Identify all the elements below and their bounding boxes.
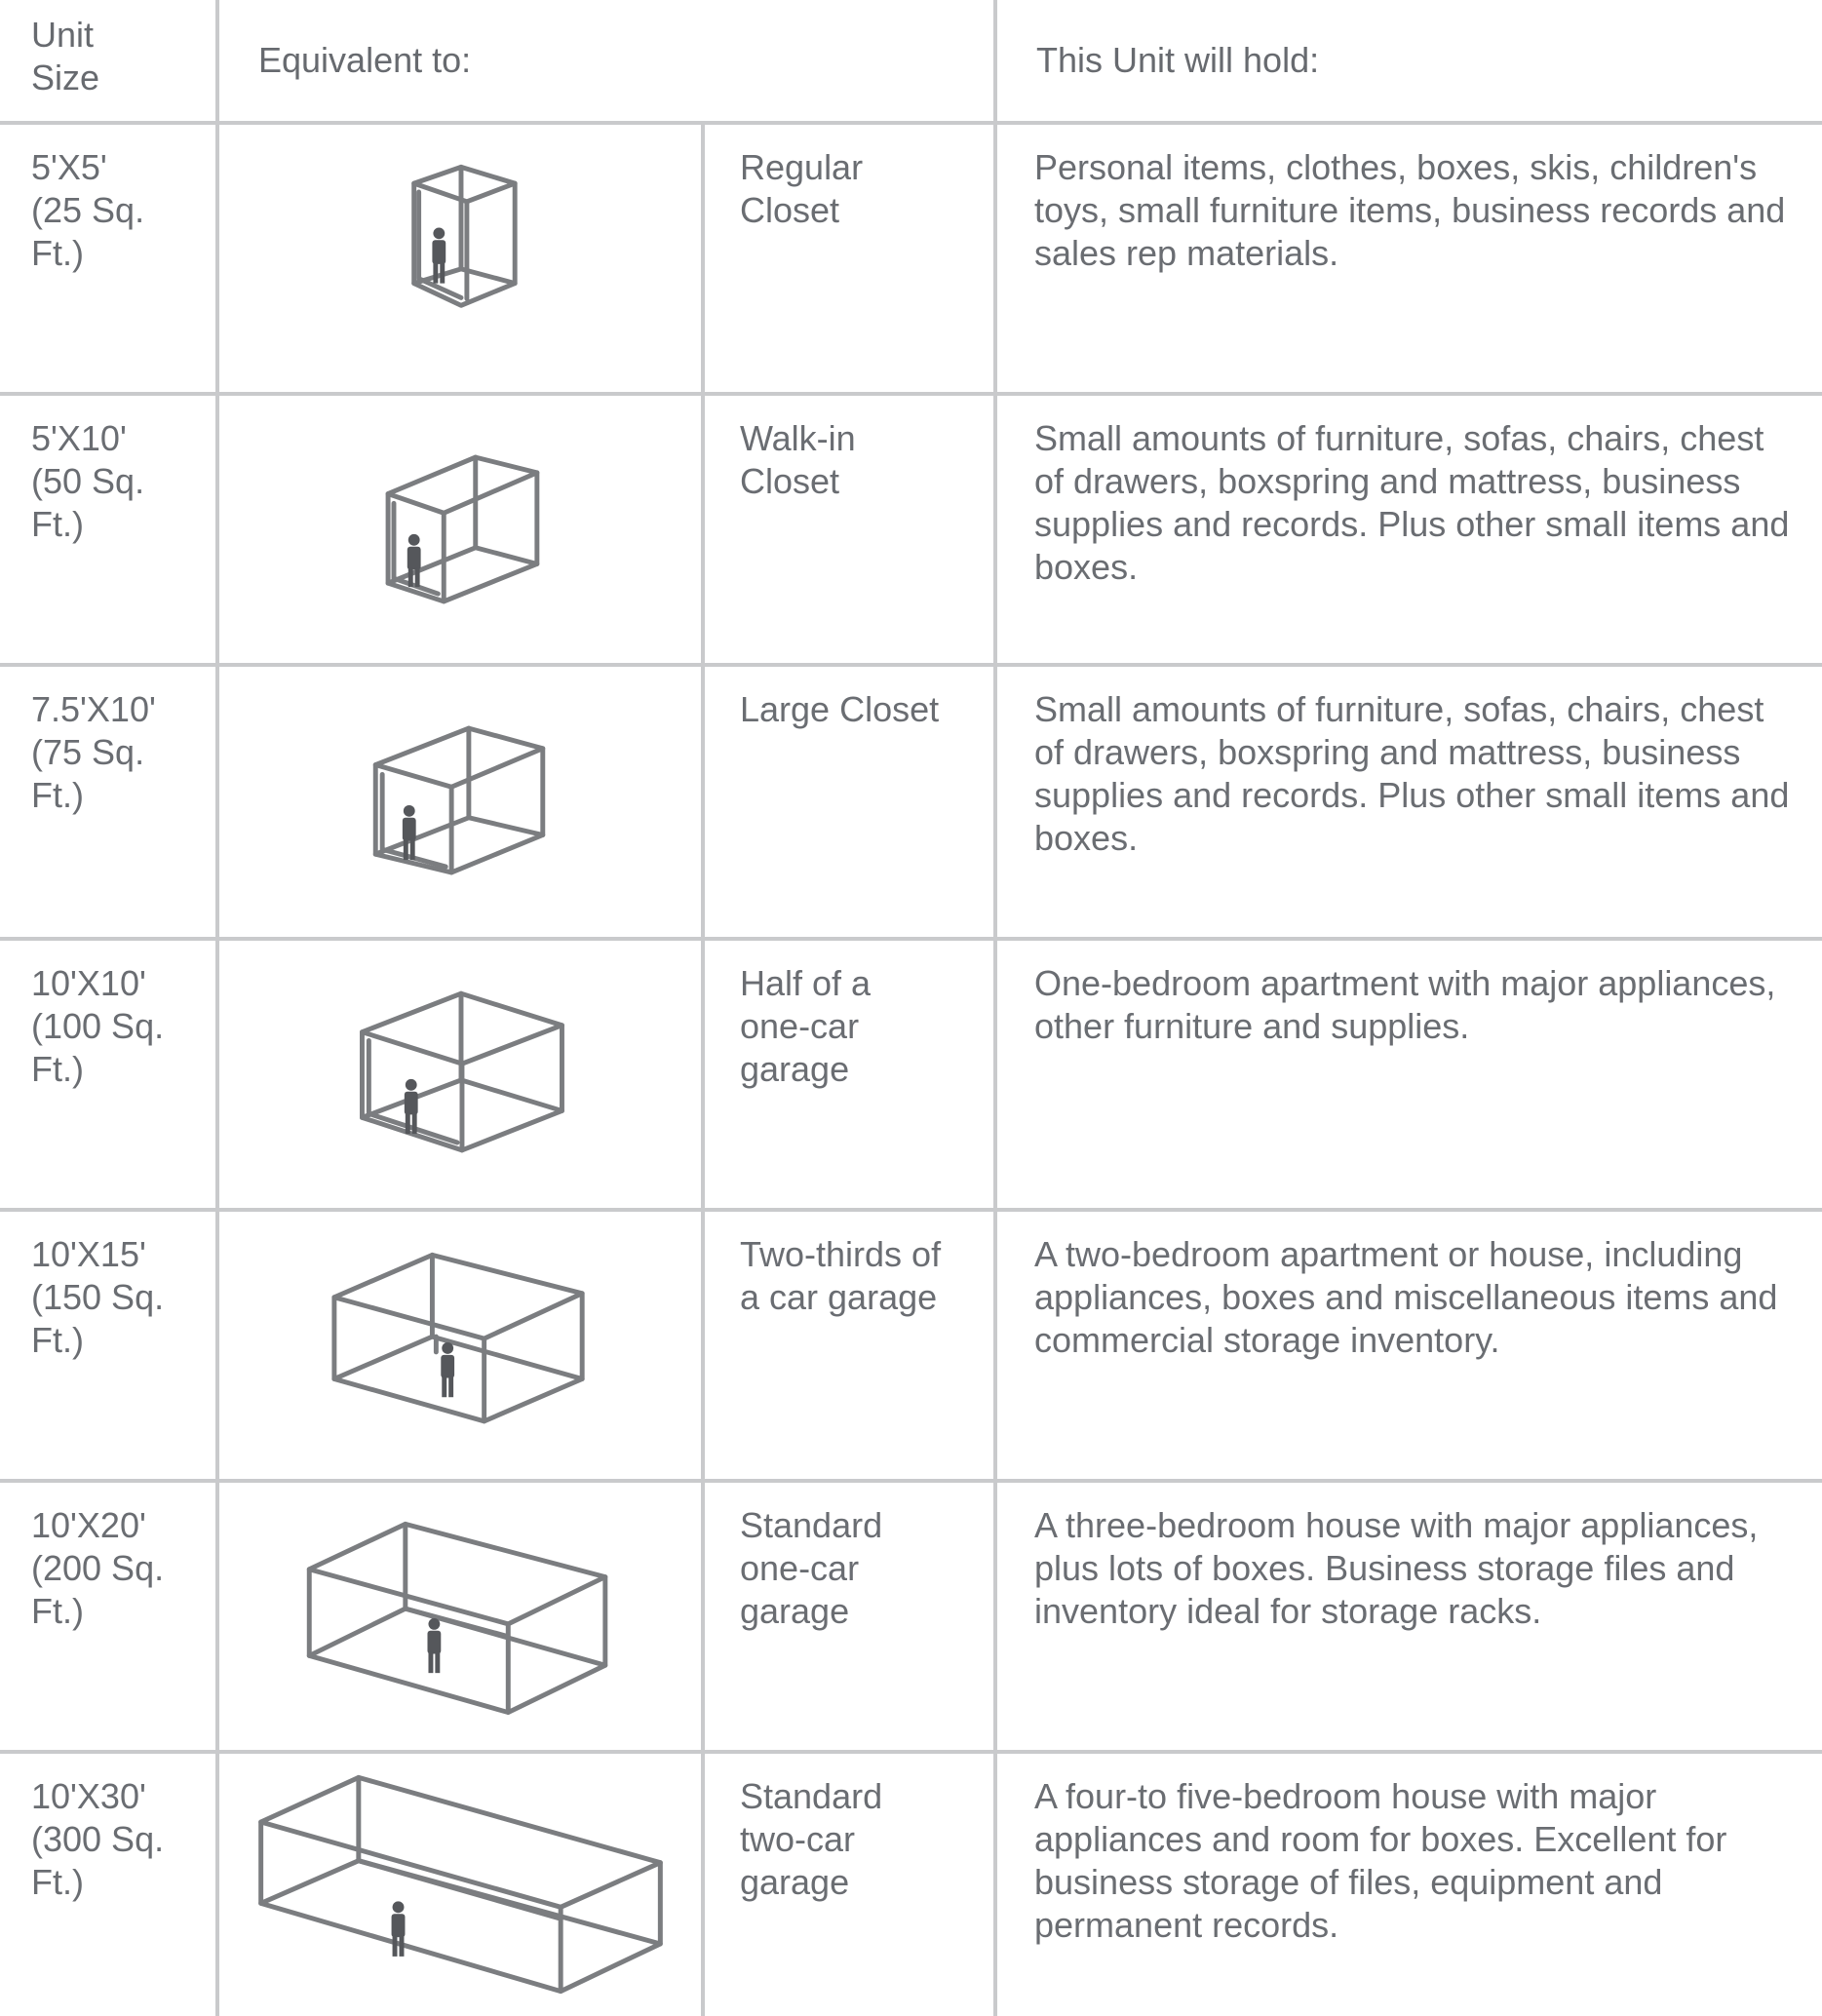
unit-size-area: (25 Sq.: [31, 190, 145, 230]
table-row: [0, 1752, 1822, 2016]
table-row: [0, 939, 1822, 1210]
unit-size-area-unit: Ft.): [31, 775, 84, 815]
unit-figure-cell: [217, 1210, 703, 1481]
storage-unit-7-5x10-icon: [219, 667, 701, 937]
unit-size-dimensions: 7.5'X10': [31, 689, 156, 729]
table-row: [0, 394, 1822, 665]
equivalent-cell: [703, 1210, 995, 1481]
unit-size-cell: [0, 394, 217, 665]
table-row: [0, 1481, 1822, 1752]
unit-size-dimensions: 10'X15': [31, 1234, 146, 1274]
unit-size-area: (200 Sq.: [31, 1548, 165, 1588]
unit-size-cell: [0, 939, 217, 1210]
equivalent-line: Large Closet: [740, 689, 940, 729]
equivalent-line: one-car: [740, 1006, 860, 1046]
unit-size-dimensions: 5'X5': [31, 147, 107, 187]
equivalent-line: two-car: [740, 1819, 856, 1859]
unit-size-area: (150 Sq.: [31, 1277, 165, 1317]
unit-size-area-unit: Ft.): [31, 504, 84, 544]
unit-figure-cell: [217, 939, 703, 1210]
table-row: [0, 1210, 1822, 1481]
storage-unit-10x20-icon: [219, 1483, 701, 1750]
equivalent-line: garage: [740, 1862, 850, 1902]
equivalent-cell: [703, 1752, 995, 2016]
unit-size-area-unit: Ft.): [31, 1591, 84, 1631]
unit-figure-cell: [217, 123, 703, 394]
unit-figure-cell: [217, 394, 703, 665]
header-equivalent-to: [217, 0, 995, 123]
unit-size-area: (50 Sq.: [31, 461, 145, 501]
storage-unit-5x5-icon: [219, 125, 701, 392]
equivalent-line: Two-thirds of: [740, 1234, 942, 1274]
unit-size-cell: [0, 1210, 217, 1481]
will-hold-cell: Small amounts of furniture, sofas, chairs, chest of drawers, boxspring and mattress, business supplies and records. Plus other small items and boxes.: [995, 665, 1822, 939]
equivalent-line: garage: [740, 1049, 850, 1089]
equivalent-cell: [703, 1481, 995, 1752]
equivalent-cell: [703, 665, 995, 939]
unit-figure-cell: [217, 665, 703, 939]
header-equivalent-to-label: Equivalent to:: [258, 40, 472, 80]
header-unit-size-line1: Unit: [31, 15, 95, 55]
will-hold-cell: Small amounts of furniture, sofas, chairs, chest of drawers, boxspring and mattress, business supplies and records. Plus other small items and boxes.: [995, 394, 1822, 665]
header-unit-size-line2: Size: [31, 58, 100, 97]
unit-size-cell: [0, 1752, 217, 2016]
will-hold-cell: A three-bedroom house with major appliances, plus lots of boxes. Business storage files and inventory ideal for storage racks.: [995, 1481, 1822, 1752]
equivalent-line: Regular: [740, 147, 864, 187]
will-hold-cell: Personal items, clothes, boxes, skis, children's toys, small furniture items, business records and sales rep materials.: [995, 123, 1822, 394]
will-hold-cell: A four-to five-bedroom house with major appliances and room for boxes. Excellent for business storage of files, equipment and permanent records.: [995, 1752, 1822, 2016]
unit-size-area-unit: Ft.): [31, 1862, 84, 1902]
unit-size-dimensions: 10'X30': [31, 1776, 146, 1816]
table-header-row: [0, 0, 1822, 123]
header-unit-size: [0, 0, 217, 123]
unit-figure-cell: [217, 1752, 703, 2016]
storage-unit-10x30-icon: [219, 1754, 701, 2016]
unit-size-dimensions: 5'X10': [31, 418, 127, 458]
equivalent-line: Half of a: [740, 963, 872, 1003]
unit-size-area-unit: Ft.): [31, 1320, 84, 1360]
unit-size-cell: [0, 123, 217, 394]
header-will-hold: [995, 0, 1822, 123]
storage-unit-10x10-icon: [219, 941, 701, 1208]
unit-size-area: (75 Sq.: [31, 732, 145, 772]
storage-unit-5x10-icon: [219, 396, 701, 663]
unit-size-area-unit: Ft.): [31, 233, 84, 273]
will-hold-cell: A two-bedroom apartment or house, including appliances, boxes and miscellaneous items and commercial storage inventory.: [995, 1210, 1822, 1481]
equivalent-line: Walk-in: [740, 418, 856, 458]
storage-unit-10x15-icon: [219, 1212, 701, 1479]
equivalent-line: a car garage: [740, 1277, 938, 1317]
unit-size-area: (300 Sq.: [31, 1819, 165, 1859]
unit-size-cell: [0, 1481, 217, 1752]
equivalent-line: one-car: [740, 1548, 860, 1588]
will-hold-cell: One-bedroom apartment with major appliances, other furniture and supplies.: [995, 939, 1822, 1210]
equivalent-line: Closet: [740, 461, 840, 501]
unit-figure-cell: [217, 1481, 703, 1752]
equivalent-cell: [703, 123, 995, 394]
header-will-hold-label: This Unit will hold:: [1036, 40, 1320, 80]
unit-size-area-unit: Ft.): [31, 1049, 84, 1089]
table-row: [0, 123, 1822, 394]
unit-size-dimensions: 10'X10': [31, 963, 146, 1003]
equivalent-line: Closet: [740, 190, 840, 230]
table-row: [0, 665, 1822, 939]
equivalent-line: Standard: [740, 1776, 883, 1816]
unit-size-area: (100 Sq.: [31, 1006, 165, 1046]
equivalent-line: garage: [740, 1591, 850, 1631]
equivalent-cell: [703, 394, 995, 665]
equivalent-line: Standard: [740, 1505, 883, 1545]
unit-size-dimensions: 10'X20': [31, 1505, 146, 1545]
unit-size-cell: [0, 665, 217, 939]
equivalent-cell: [703, 939, 995, 1210]
